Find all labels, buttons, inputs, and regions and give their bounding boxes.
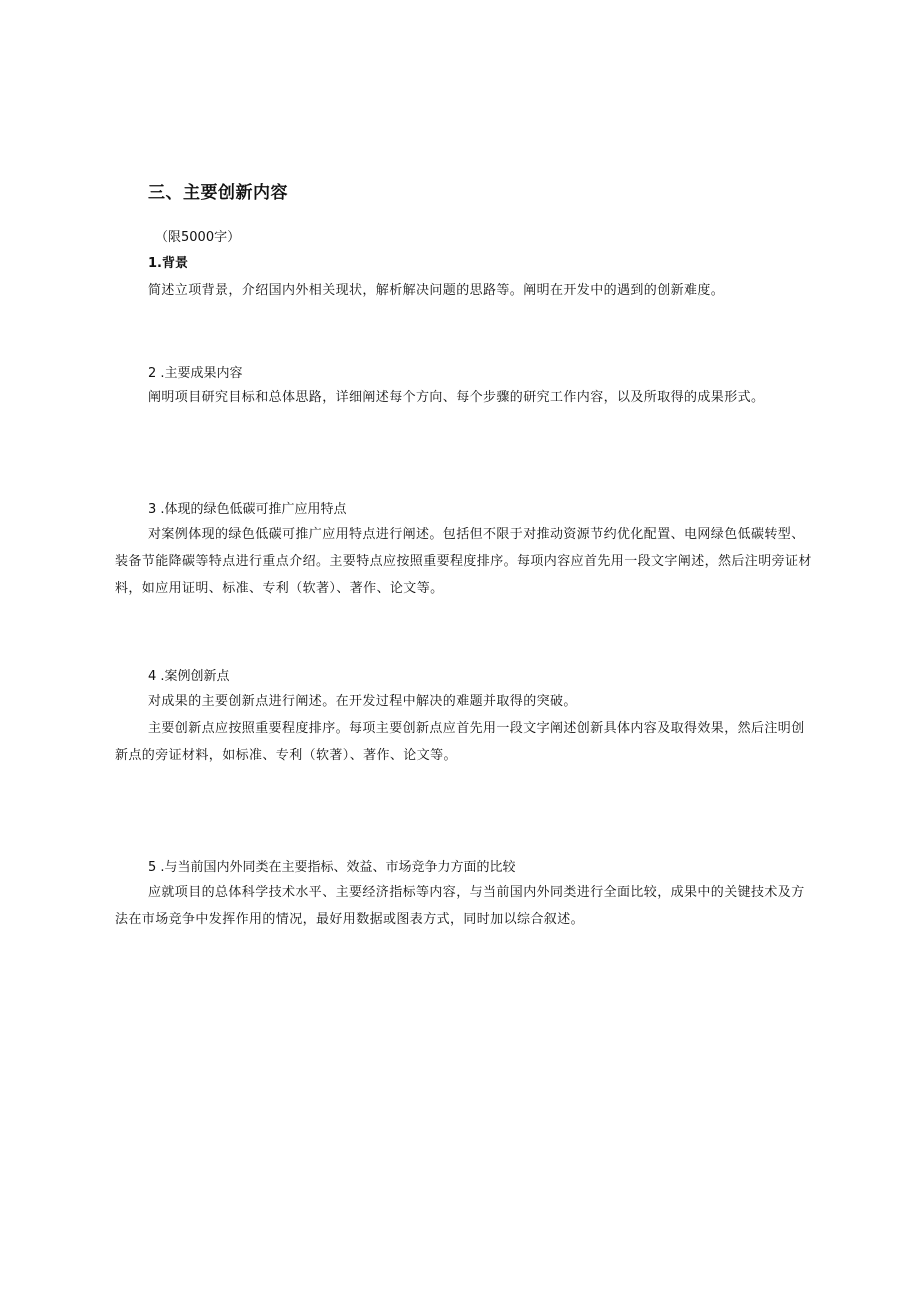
- item-heading-background: 1.背景: [148, 256, 188, 271]
- item-paragraph: 主要创新点应按照重要程度排序。每项主要创新点应首先用一段文字阐述创新具体内容及取得效果，然后注明创新点的旁证材料，如标准、专利（软著）、著作、论文等。: [115, 721, 805, 763]
- item-paragraph: 对案例体现的绿色低碳可推广应用特点进行阐述。包括但不限于对推动资源节约优化配置、电网绿色低碳转型、装备节能降碳等特点进行重点介绍。主要特点应按照重要程度排序。每项内容应首先用一段文字阐述，然后注明旁证材料，如应用证明、标准、专利（软著）、著作、论文等。: [115, 527, 812, 596]
- item-heading-main-results: 2 .主要成果内容: [148, 366, 243, 381]
- section-title: 三、主要创新内容: [148, 183, 288, 203]
- item-paragraph: 应就项目的总体科学技术水平、主要经济指标等内容，与当前国内外同类进行全面比较，成果中的关键技术及方法在市场竞争中发挥作用的情况，最好用数据或图表方式，同时加以综合叙述。: [115, 885, 805, 927]
- item-paragraph: 简述立项背景，介绍国内外相关现状，解析解决问题的思路等。阐明在开发中的遇到的创新难度。: [148, 283, 725, 298]
- item-paragraph: 对成果的主要创新点进行阐述。在开发过程中解决的难题并取得的突破。: [148, 694, 577, 709]
- item-heading-comparison: 5 .与当前国内外同类在主要指标、效益、市场竞争力方面的比较: [148, 860, 516, 875]
- item-heading-green-low-carbon: 3 .体现的绿色低碳可推广应用特点: [148, 502, 347, 517]
- word-limit-note: （限5000字）: [155, 230, 241, 245]
- item-heading-innovation-points: 4 .案例创新点: [148, 669, 230, 684]
- item-paragraph: 阐明项目研究目标和总体思路，详细阐述每个方向、每个步骤的研究工作内容，以及所取得的成果形式。: [148, 390, 765, 405]
